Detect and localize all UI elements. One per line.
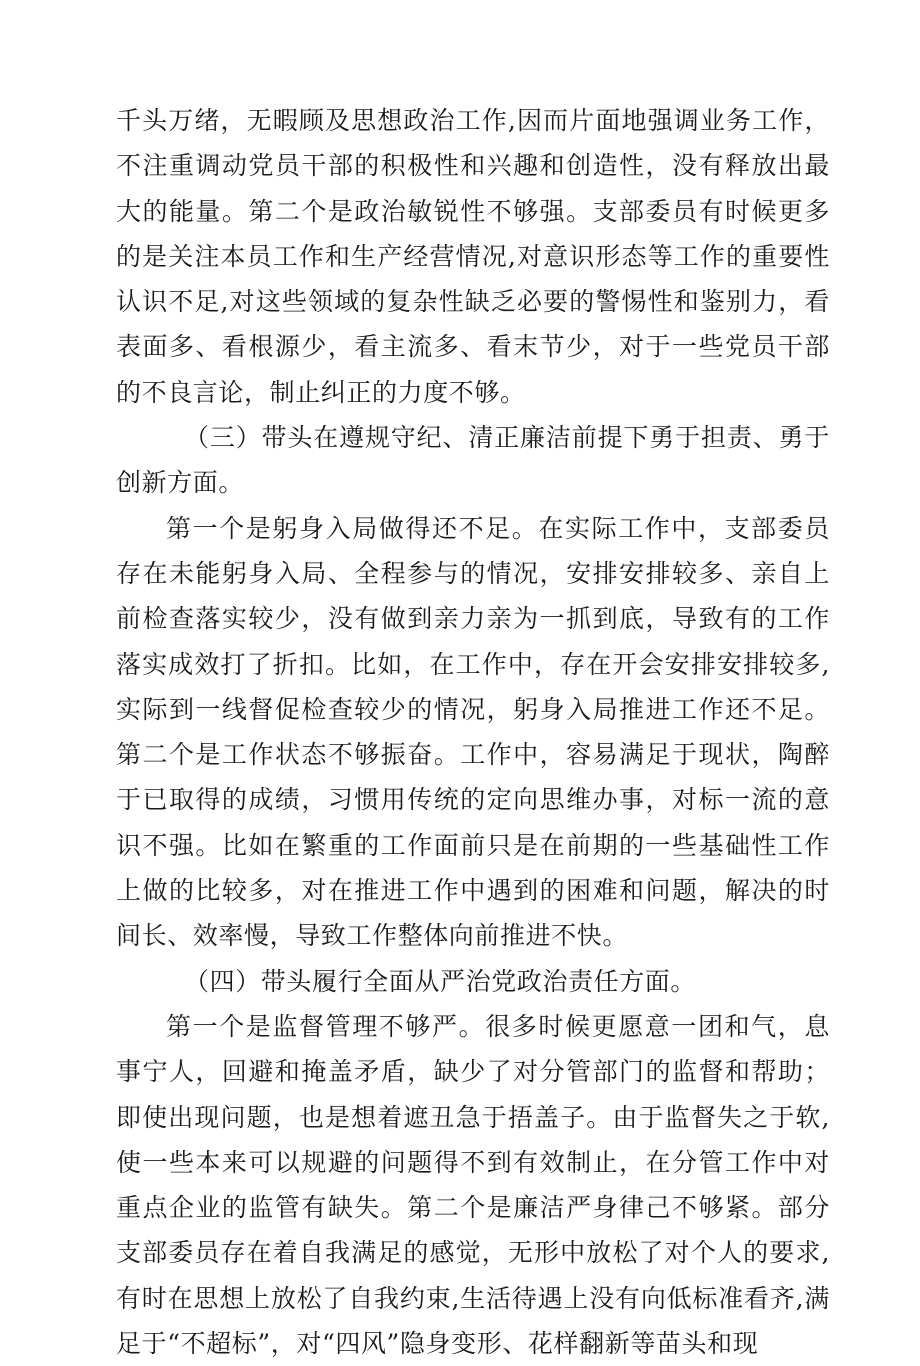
document-body — [116, 98, 830, 1366]
section-heading-3: （三）带头在遵规守纪、清正廉洁前提下勇于担责、勇于创新方面。 — [116, 423, 830, 498]
paragraph-continuation: 千头万绪，无暇顾及思想政治工作,因而片面地强调业务工作，不注重调动党员干部的积极性和兴趣和创造性，没有释放出最大的能量。第二个是政治敏锐性不够强。支部委员有时候更多的是关注本员工作和生产经营情况,对意识形态等工作的重要性认识不足,对这些领域的复杂性缺乏必要的警惕性和鉴别力，看表面多、看根源少，看主流多、看末节少，对于一些党员干部的不良言论，制止纠正的力度不够。 — [116, 106, 830, 407]
paragraph-body: 第一个是监督管理不够严。很多时候更愿意一团和气，息事宁人，回避和掩盖矛盾，缺少了对分管部门的监督和帮助；即使出现问题，也是想着遮丑急于捂盖子。由于监督失之于软,使一些本来可以规避的问题得不到有效制止，在分管工作中对重点企业的监管有缺失。第二个是廉洁严身律己不够紧。部分支部委员存在着自我满足的感觉，无形中放松了对个人的要求,有时在思想上放松了自我约束,生活待遇上没有向低标准看齐,满足于“不超标”，对“四风”隐身变形、花样翻新等苗头和现 — [116, 1011, 830, 1359]
paragraph-body: 第一个是躬身入局做得还不足。在实际工作中，支部委员存在未能躬身入局、全程参与的情况，安排安排较多、亲自上前检查落实较少，没有做到亲力亲为一抓到底，导致有的工作落实成效打了折扣。比如，在工作中，存在开会安排安排较多,实际到一线督促检查较少的情况，躬身入局推进工作还不足。第二个是工作状态不够振奋。工作中，容易满足于现状，陶醉于已取得的成绩，习惯用传统的定向思维办事，对标一流的意识不强。比如在繁重的工作面前只是在前期的一些基础性工作上做的比较多，对在推进工作中遇到的困难和问题，解决的时间长、效率慢，导致工作整体向前推进不快。 — [116, 513, 830, 951]
section-heading-4: （四）带头履行全面从严治党政治责任方面。 — [184, 966, 697, 996]
